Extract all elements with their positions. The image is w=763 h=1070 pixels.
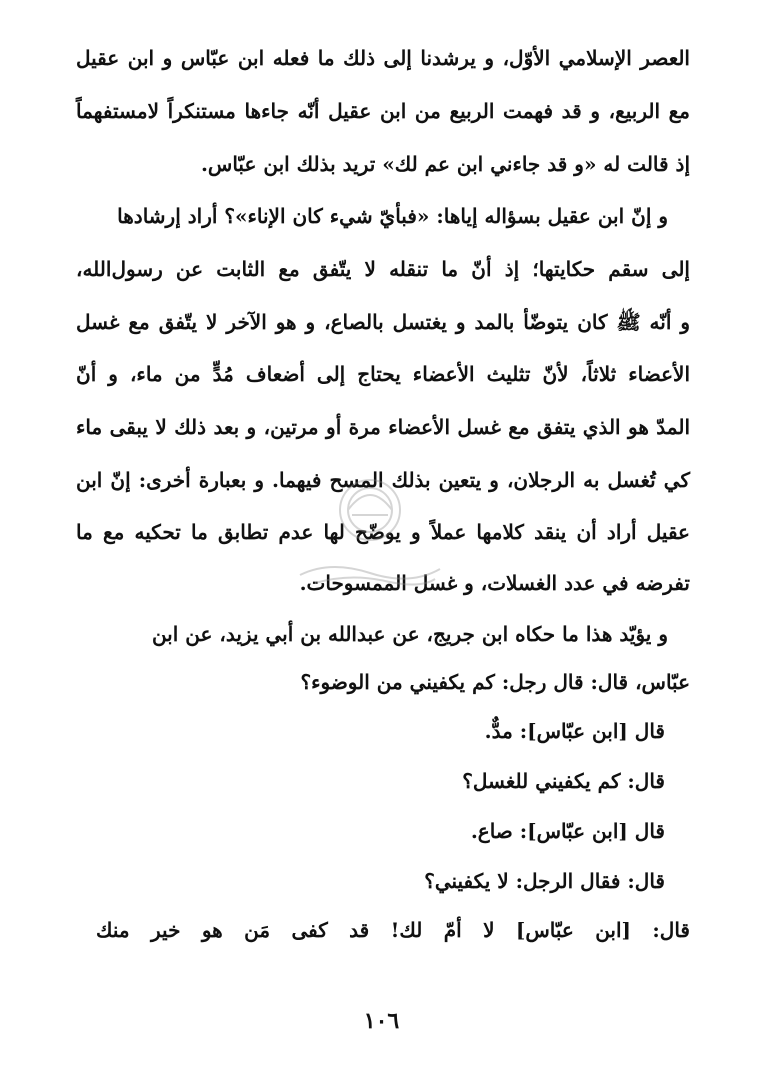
dialogue-line: قال: كم يكفيني للغسل؟	[462, 769, 665, 793]
text-line: و إنّ ابن عقيل بسؤاله إياها: «فبأيّ شيء كان الإناء»؟ أراد إرشادها	[117, 204, 668, 228]
page-number: ١٠٦	[363, 1008, 400, 1034]
text-line: عقيل أراد أن ينقد كلامها عملاً و يوضّح لها عدم تطابق ما تحكيه مع ما	[76, 520, 690, 544]
dialogue-line: قال: [ابن عبّاس] لا أمّ لك! قد كفى مَن هو خير منك	[96, 918, 690, 942]
text-line: إذ قالت له «و قد جاءني ابن عم لك» تريد بذلك ابن عبّاس.	[200, 152, 690, 176]
library-seal-icon	[290, 465, 450, 595]
text-line: و أنّه ﷺ كان يتوضّأ بالمد و يغتسل بالصاع، و هو الآخر لا يتّفق مع غسل	[76, 310, 690, 334]
text-line: تفرضه في عدد الغسلات، و غسل الممسوحات.	[299, 571, 690, 595]
text-line: العصر الإسلامي الأوّل، و يرشدنا إلى ذلك ما فعله ابن عبّاس و ابن عقيل	[76, 46, 690, 70]
text-line: مع الربيع، و قد فهمت الربيع من ابن عقيل أنّه جاءها مستنكراً لامستفهماً	[76, 99, 690, 123]
text-line: المدّ هو الذي يتفق مع غسل الأعضاء مرة أو مرتين، و بعد ذلك لا يبقى ماء	[76, 415, 690, 439]
text-line: إلى سقم حكايتها؛ إذ أنّ ما تنقله لا يتّفق مع الثابت عن رسول‌الله،	[76, 257, 690, 281]
text-line: و يؤيّد هذا ما حكاه ابن جريج، عن عبدالله بن أبي يزيد، عن ابن	[151, 622, 668, 646]
dialogue-line: قال: فقال الرجل: لا يكفيني؟	[424, 869, 665, 893]
text-line: الأعضاء ثلاثاً، لأنّ تثليث الأعضاء يحتاج إلى أضعاف مُدٍّ من ماء، و أنّ	[76, 362, 690, 386]
text-line: كي تُغسل به الرجلان، و يتعين بذلك المسح فيهما. و بعبارة أخرى: إنّ ابن	[76, 468, 690, 492]
text-line: عبّاس، قال: قال رجل: كم يكفيني من الوضوء؟	[300, 670, 690, 694]
dialogue-line: قال [ابن عبّاس]: صاع.	[470, 819, 665, 843]
dialogue-line: قال [ابن عبّاس]: مدٌّ.	[484, 719, 665, 743]
